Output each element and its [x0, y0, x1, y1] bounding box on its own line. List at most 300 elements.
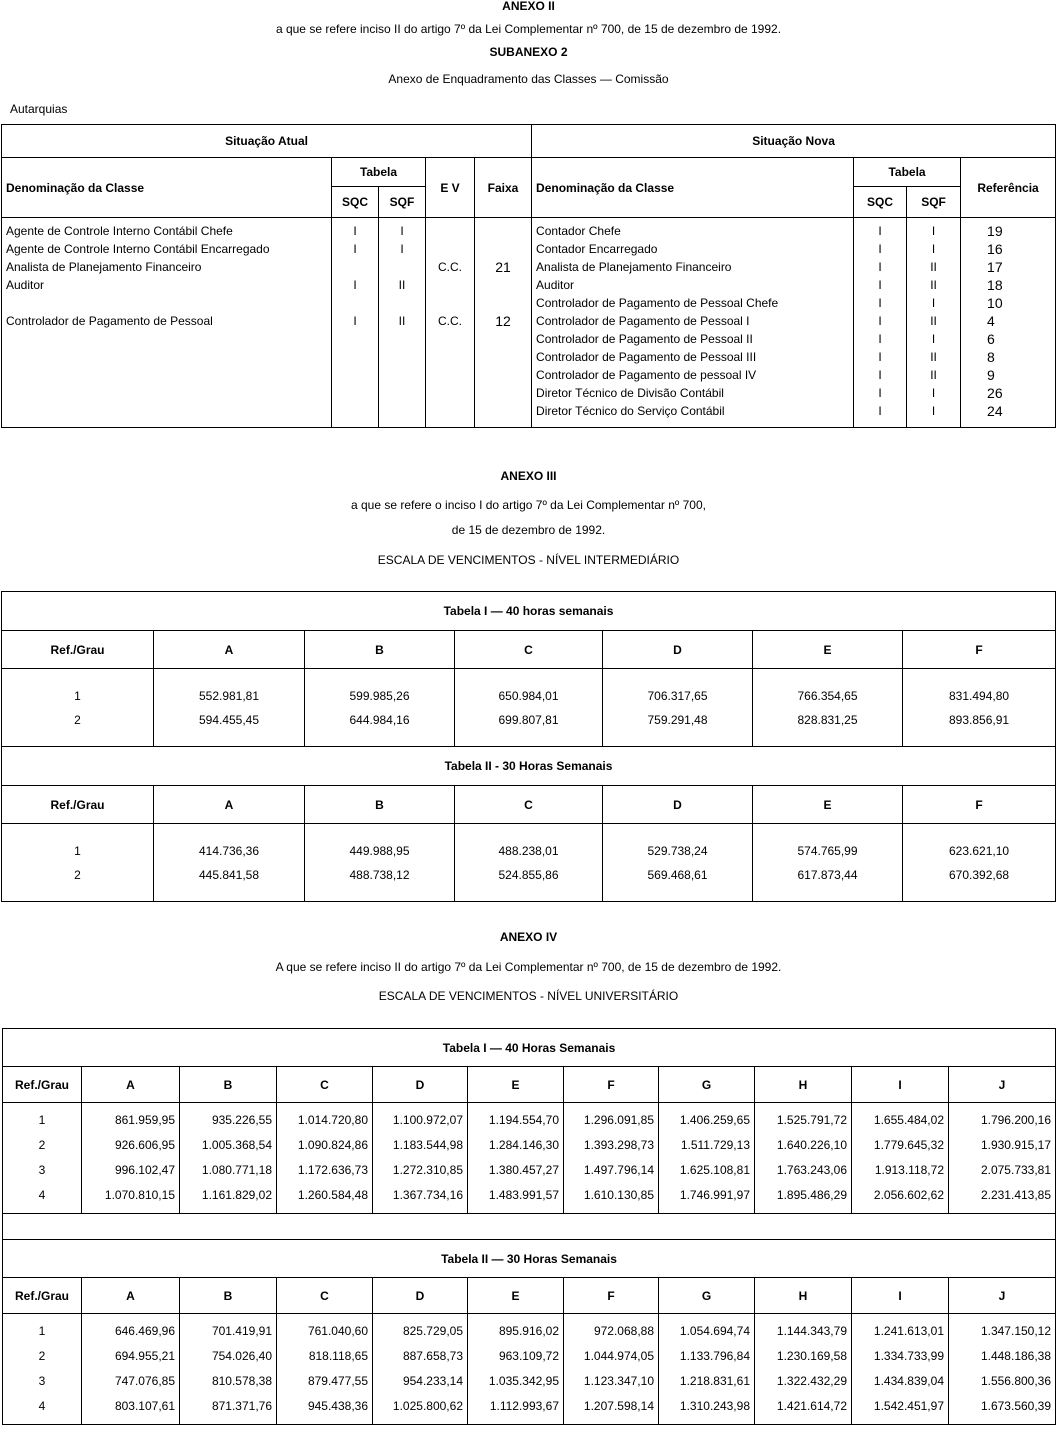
table-value: 945.438,36: [307, 1399, 368, 1413]
cell-line: I: [878, 350, 882, 364]
cell-line: [430, 240, 470, 258]
table-value: 1.054.694,74: [679, 1324, 750, 1338]
cell-line: II: [398, 278, 406, 292]
cell-line: Agente de Controle Interno Contábil Chefe: [6, 224, 233, 238]
value-cell: [455, 824, 603, 902]
value-stack: [568, 1319, 654, 1419]
table-value: 935.226,55: [211, 1113, 272, 1127]
table-value: 759.291,48: [647, 712, 708, 727]
value-stack: [607, 684, 748, 732]
cell-line: Controlador de Pagamento de Pessoal I: [536, 314, 750, 328]
value-cell: [82, 1103, 180, 1214]
col-sqf-atual: SQF: [379, 187, 426, 218]
table-value: 996.102,47: [114, 1163, 175, 1177]
table-value: 488.738,12: [349, 867, 410, 882]
table-value: 2.056.602,62: [873, 1188, 944, 1202]
cell-line: II: [398, 314, 406, 328]
value-stack: [568, 1108, 654, 1208]
ref-value: 1: [74, 688, 81, 703]
cell-line: Contador Chefe: [536, 224, 621, 238]
value-cell: [564, 1314, 659, 1425]
head-situacao-nova: Situação Nova: [532, 125, 1056, 158]
table-value: 1.161.829,02: [201, 1188, 272, 1202]
cell-line: Controlador de Pagamento de pessoal IV: [536, 368, 757, 382]
anexo2-title: ANEXO II: [502, 0, 555, 13]
table-value: 1.406.259,65: [679, 1113, 750, 1127]
atual-names: [6, 222, 327, 330]
table-value: 1.144.343,79: [776, 1324, 847, 1338]
ref-value: 1: [38, 1324, 46, 1338]
cell-line: 24: [987, 403, 1003, 419]
cell-line: [430, 222, 470, 240]
value-cell: [753, 824, 903, 902]
cell-line: [336, 294, 374, 312]
value-stack: [607, 839, 748, 887]
value-cell: [852, 1103, 949, 1214]
column-header: A: [82, 1278, 180, 1314]
table-value: 1.218.831,61: [679, 1374, 750, 1388]
anexo3-line2: de 15 de dezembro de 1992.: [451, 523, 606, 537]
column-header: I: [852, 1067, 949, 1103]
column-header: E: [753, 786, 903, 824]
anexo3-caption: ESCALA DE VENCIMENTOS - NÍVEL INTERMEDIÁRIO: [377, 553, 680, 567]
table-value: 2.075.733,81: [980, 1163, 1052, 1177]
cell-line: I: [931, 296, 936, 310]
table-value: 895.916,02: [498, 1324, 559, 1338]
table-value: 2.231.413,85: [980, 1188, 1052, 1202]
column-header: A: [82, 1067, 180, 1103]
column-header: H: [755, 1067, 852, 1103]
ref-value: 3: [38, 1374, 46, 1388]
cell-line: 4: [987, 313, 995, 329]
tabela-i-body: [3, 1103, 1056, 1214]
table-value: 825.729,05: [402, 1324, 463, 1338]
cell-line: I: [353, 314, 357, 328]
cell-line: [383, 258, 421, 276]
ref-values: [7, 1319, 77, 1419]
cell-line: I: [353, 224, 357, 238]
cell-line: [6, 294, 327, 312]
value-stack: [953, 1108, 1051, 1208]
table-value: 617.873,44: [797, 867, 858, 882]
cell-line: II: [930, 278, 937, 292]
cell-line: Controlador de Pagamento de Pessoal II: [536, 332, 753, 346]
table-value: 1.640.226,10: [776, 1138, 847, 1152]
col-ev: E V: [426, 158, 475, 218]
table-value: 1.930.915,17: [980, 1138, 1052, 1152]
column-header: G: [659, 1278, 755, 1314]
table-value: 701.419,91: [211, 1324, 272, 1338]
cell-line: I: [878, 296, 882, 310]
value-stack: [757, 684, 898, 732]
table-value: 810.578,38: [211, 1374, 272, 1388]
column-header: G: [659, 1067, 755, 1103]
table-value: 623.621,10: [948, 843, 1010, 858]
table-value: 699.807,81: [498, 712, 559, 727]
column-header: D: [603, 786, 753, 824]
column-header: F: [564, 1067, 659, 1103]
ref-value: 3: [38, 1163, 46, 1177]
cell-line: I: [878, 332, 882, 346]
cell-line: 18: [987, 277, 1003, 293]
cell-line: [479, 222, 527, 240]
cell-line: 26: [987, 385, 1003, 401]
value-stack: [158, 839, 300, 887]
tabela-i-title: Tabela I — 40 horas semanais: [2, 592, 1056, 631]
ref-values: [7, 1108, 77, 1208]
column-header: C: [455, 786, 603, 824]
table-value: 1.779.645,32: [873, 1138, 944, 1152]
table-value: 1.133.796,84: [679, 1349, 750, 1363]
cell-line: 6: [987, 331, 995, 347]
table-value: 488.238,01: [498, 843, 559, 858]
value-cell: [373, 1314, 468, 1425]
table-value: 644.984,16: [349, 712, 410, 727]
cell-line: 12: [495, 313, 511, 329]
column-header: C: [277, 1067, 373, 1103]
cell-line: Contador Encarregado: [536, 242, 658, 256]
table-value: 972.068,88: [593, 1324, 654, 1338]
anexo2-caption: Anexo de Enquadramento das Classes — Comissão: [388, 72, 669, 86]
table-value: 1.483.991,57: [488, 1188, 559, 1202]
cell-line: C.C.: [438, 314, 462, 328]
value-stack: [856, 1319, 944, 1419]
anexo3-table: [1, 591, 1056, 902]
column-header: D: [603, 631, 753, 669]
value-cell: [659, 1314, 755, 1425]
ref-values: [6, 684, 149, 732]
cell-line: Diretor Técnico do Serviço Contábil: [536, 404, 725, 418]
atual-ev: [430, 222, 470, 330]
cell-line: I: [931, 224, 936, 238]
col-denominacao-atual: Denominação da Classe: [2, 158, 332, 218]
cell-line: 19: [987, 223, 1003, 239]
value-cell: [180, 1314, 277, 1425]
table-value: 828.831,25: [797, 712, 858, 727]
table-value: 1.448.186,38: [980, 1349, 1052, 1363]
tabela-ii-body: [3, 1314, 1056, 1425]
value-stack: [158, 684, 300, 732]
column-header: B: [180, 1278, 277, 1314]
table-value: 1.763.243,06: [776, 1163, 847, 1177]
table-value: 1.421.614,72: [776, 1399, 847, 1413]
table-value: 1.080.771,18: [201, 1163, 272, 1177]
cell-line: I: [878, 224, 882, 238]
value-cell: [468, 1314, 564, 1425]
table-value: 594.455,45: [198, 712, 260, 727]
table-value: 1.655.484,02: [873, 1113, 944, 1127]
table-value: 1.241.613,01: [873, 1324, 944, 1338]
col-referencia: Referência: [961, 158, 1056, 218]
cell-line: I: [878, 314, 882, 328]
cell-line: I: [878, 278, 882, 292]
table-value: 1.123.347,10: [583, 1374, 654, 1388]
cell-line: I: [931, 404, 936, 418]
table-value: 1.207.598,14: [583, 1399, 654, 1413]
table-value: 449.988,95: [349, 843, 410, 858]
table-value: 1.025.800,62: [392, 1399, 463, 1413]
value-cell: [154, 669, 305, 747]
value-stack: [472, 1319, 559, 1419]
col-sqc-atual: SQC: [332, 187, 379, 218]
cell-line: [336, 258, 374, 276]
cell-line: I: [931, 386, 936, 400]
value-stack: [907, 839, 1051, 887]
table-value: 1.913.118,72: [874, 1163, 944, 1177]
table-value: 1.525.791,72: [776, 1113, 847, 1127]
value-stack: [663, 1319, 750, 1419]
cell-line: Auditor: [536, 278, 575, 292]
table-value: 1.272.310,85: [392, 1163, 463, 1177]
cell-line: 17: [987, 259, 1003, 275]
table-value: 879.477,55: [307, 1374, 368, 1388]
table-value: 646.469,96: [114, 1324, 175, 1338]
table-value: 954.233,14: [402, 1374, 463, 1388]
column-header: J: [949, 1278, 1056, 1314]
cell-line: Analista de Planejamento Financeiro: [536, 260, 732, 274]
tabela-ii-title: Tabela II — 30 Horas Semanais: [3, 1240, 1056, 1278]
anexo2-subanexo: SUBANEXO 2: [489, 45, 568, 59]
column-header: J: [949, 1067, 1056, 1103]
column-header: C: [455, 631, 603, 669]
column-header: E: [468, 1067, 564, 1103]
ref-grau-header: Ref./Grau: [3, 1067, 82, 1103]
table-value: 887.658,73: [402, 1349, 463, 1363]
table-value: 1.230.169,58: [776, 1349, 847, 1363]
table-value: 599.985,26: [349, 688, 410, 703]
table-value: 1.284.146,30: [488, 1138, 559, 1152]
tabela-i-title: Tabela I — 40 Horas Semanais: [3, 1029, 1056, 1067]
anexo2-table: [1, 124, 1056, 428]
cell-line: I: [878, 242, 882, 256]
table-value: 818.118,65: [308, 1349, 368, 1363]
value-cell: [455, 669, 603, 747]
value-stack: [281, 1108, 368, 1208]
value-cell: [180, 1103, 277, 1214]
table-value: 650.984,01: [498, 688, 559, 703]
value-stack: [459, 839, 598, 887]
ref-cell: [3, 1314, 82, 1425]
value-cell: [564, 1103, 659, 1214]
table-value: 1.334.733,99: [873, 1349, 944, 1363]
value-stack: [86, 1108, 175, 1208]
value-cell: [277, 1103, 373, 1214]
cell-line: [383, 294, 421, 312]
table-value: 1.310.243,98: [679, 1399, 750, 1413]
cell-line: Agente de Controle Interno Contábil Encarregado: [6, 242, 270, 256]
value-stack: [907, 684, 1051, 732]
value-cell: [903, 824, 1056, 902]
table-value: 1.014.720,80: [297, 1113, 368, 1127]
col-denominacao-nova: Denominação da Classe: [532, 158, 854, 218]
value-stack: [281, 1319, 368, 1419]
cell-line: Diretor Técnico de Divisão Contábil: [536, 386, 724, 400]
cell-line: I: [353, 242, 357, 256]
ref-grau-header: Ref./Grau: [2, 631, 154, 669]
table-value: 871.371,76: [211, 1399, 272, 1413]
value-cell: [852, 1314, 949, 1425]
ref-grau-header: Ref./Grau: [2, 786, 154, 824]
value-stack: [309, 839, 450, 887]
cell-line: II: [930, 260, 937, 274]
column-header: H: [755, 1278, 852, 1314]
tabela-ii-body: [2, 824, 1056, 902]
cell-line: 9: [987, 367, 995, 383]
column-header: I: [852, 1278, 949, 1314]
table-value: 1.296.091,85: [583, 1113, 654, 1127]
table-value: 414.736,36: [198, 843, 260, 858]
table-value: 803.107,61: [114, 1399, 175, 1413]
value-cell: [82, 1314, 180, 1425]
table-value: 524.855,86: [498, 867, 559, 882]
value-stack: [757, 839, 898, 887]
table-value: 1.090.824,86: [297, 1138, 368, 1152]
ref-value: 4: [38, 1188, 46, 1202]
ref-cell: [3, 1103, 82, 1214]
cell-line: I: [400, 224, 404, 238]
column-header: D: [373, 1278, 468, 1314]
cell-line: 10: [987, 295, 1003, 311]
cell-line: I: [878, 260, 882, 274]
value-cell: [305, 824, 455, 902]
value-stack: [459, 684, 598, 732]
cell-line: 8: [987, 349, 995, 365]
cell-line: [479, 294, 527, 312]
cell-line: I: [400, 242, 404, 256]
value-cell: [753, 669, 903, 747]
col-tabela-atual: Tabela: [332, 158, 426, 187]
value-cell: [949, 1314, 1056, 1425]
value-cell: [903, 669, 1056, 747]
cell-line: [479, 276, 527, 294]
cell-line: Analista de Planejamento Financeiro: [6, 260, 202, 274]
column-header: F: [903, 631, 1056, 669]
cell-line: Auditor: [6, 278, 45, 292]
column-header: A: [154, 786, 305, 824]
value-stack: [759, 1108, 847, 1208]
cell-line: I: [878, 404, 882, 418]
anexo3-title: ANEXO III: [500, 469, 557, 483]
table-value: 1.194.554,70: [488, 1113, 559, 1127]
atual-sqf: [383, 222, 421, 330]
table-value: 1.610.130,85: [583, 1188, 654, 1202]
table-value: 1.322.432,29: [776, 1374, 847, 1388]
column-header: F: [564, 1278, 659, 1314]
table-value: 1.035.342,95: [488, 1374, 559, 1388]
nova-sqc: [858, 222, 902, 420]
ref-value: 1: [38, 1113, 46, 1127]
table-value: 1.100.972,07: [392, 1113, 463, 1127]
cell-line: 21: [495, 259, 511, 275]
cell-line: [430, 294, 470, 312]
value-stack: [759, 1319, 847, 1419]
atual-faixa: [479, 222, 527, 330]
column-header: E: [753, 631, 903, 669]
head-situacao-atual: Situação Atual: [2, 125, 532, 158]
nova-sqf: [911, 222, 956, 420]
table-value: 574.765,99: [797, 843, 858, 858]
cell-line: [430, 276, 470, 294]
table-value: 861.959,95: [114, 1113, 175, 1127]
value-cell: [603, 824, 753, 902]
anexo2-subtitle: a que se refere inciso II do artigo 7º da Lei Complementar nº 700, de 15 de dezembro de 1992.: [275, 22, 782, 36]
value-stack: [856, 1108, 944, 1208]
value-stack: [377, 1108, 463, 1208]
ref-value: 2: [74, 712, 81, 727]
column-header: F: [903, 786, 1056, 824]
table-value: 529.738,24: [647, 843, 708, 858]
ref-cell: [2, 669, 154, 747]
table-value: 1.497.796,14: [583, 1163, 654, 1177]
value-cell: [755, 1314, 852, 1425]
cell-line: II: [930, 350, 937, 364]
table-value: 893.856,91: [948, 712, 1010, 727]
column-header: B: [305, 631, 455, 669]
table-value: 1.434.839,04: [873, 1374, 944, 1388]
column-header: C: [277, 1278, 373, 1314]
ref-value: 2: [74, 867, 81, 882]
value-cell: [154, 824, 305, 902]
nova-names: [536, 222, 849, 420]
table-value: 1.625.108,81: [679, 1163, 750, 1177]
cell-line: Controlador de Pagamento de Pessoal: [6, 314, 213, 328]
cell-line: Controlador de Pagamento de Pessoal III: [536, 350, 757, 364]
table-value: 1.746.991,97: [679, 1188, 750, 1202]
value-stack: [86, 1319, 175, 1419]
table-value: 706.317,65: [647, 688, 708, 703]
table-value: 1.556.800,36: [980, 1374, 1052, 1388]
table-value: 1.393.298,73: [583, 1138, 654, 1152]
value-cell: [373, 1103, 468, 1214]
table-value: 1.895.486,29: [776, 1188, 847, 1202]
tabela-i-body: [2, 669, 1056, 747]
column-header: B: [180, 1067, 277, 1103]
value-cell: [305, 669, 455, 747]
column-header: B: [305, 786, 455, 824]
anexo2-section: Autarquias: [10, 102, 68, 116]
table-value: 1.044.974,05: [583, 1349, 654, 1363]
table-value: 831.494,80: [948, 688, 1010, 703]
table-value: 963.109,72: [498, 1349, 559, 1363]
col-faixa: Faixa: [475, 158, 532, 218]
anexo4-title: ANEXO IV: [499, 930, 558, 944]
cell-line: I: [931, 242, 936, 256]
anexo3-line1: a que se refere o inciso I do artigo 7º da Lei Complementar nº 700,: [351, 498, 706, 512]
table-value: 754.026,40: [211, 1349, 272, 1363]
value-stack: [184, 1319, 272, 1419]
cell-line: Controlador de Pagamento de Pessoal Chefe: [536, 296, 779, 310]
ref-grau-header: Ref./Grau: [3, 1278, 82, 1314]
value-cell: [659, 1103, 755, 1214]
table-value: 1.796.200,16: [980, 1113, 1052, 1127]
table-value: 1.511.729,13: [680, 1138, 750, 1152]
cell-line: I: [931, 332, 936, 346]
cell-line: II: [930, 368, 937, 382]
spacer-row: [3, 1214, 1056, 1240]
table-value: 747.076,85: [114, 1374, 175, 1388]
col-sqc-nova: SQC: [854, 187, 907, 218]
table-value: 1.112.993,67: [489, 1399, 559, 1413]
table-value: 761.040,60: [307, 1324, 368, 1338]
value-cell: [949, 1103, 1056, 1214]
table-value: 1.673.560,39: [980, 1399, 1052, 1413]
column-header: E: [468, 1278, 564, 1314]
cell-line: [479, 240, 527, 258]
table-value: 1.260.584,48: [297, 1188, 368, 1202]
table-value: 1.380.457,27: [488, 1163, 559, 1177]
table-value: 1.542.451,97: [873, 1399, 944, 1413]
value-cell: [603, 669, 753, 747]
